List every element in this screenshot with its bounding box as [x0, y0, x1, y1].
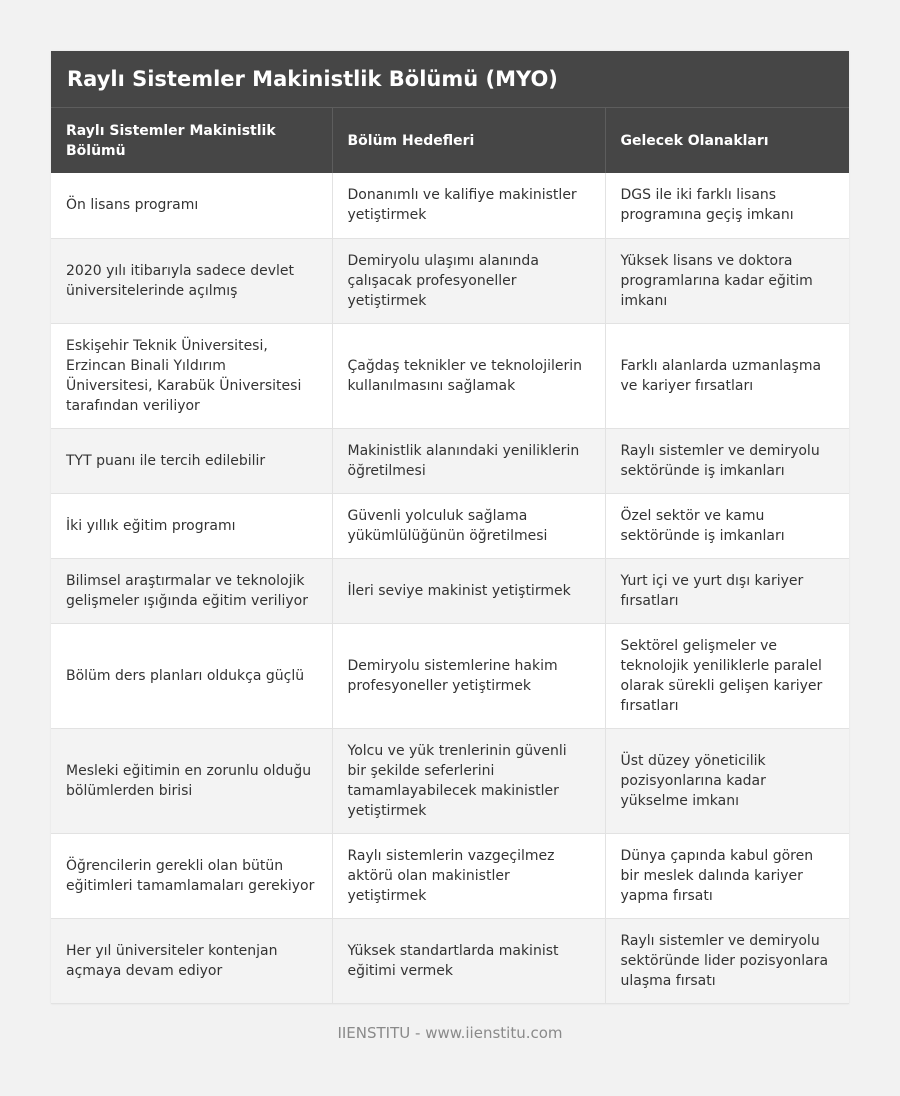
- table-row: [51, 623, 849, 728]
- table-cell: Çağdaş teknikler ve teknolojilerin kullanılmasını sağlamak: [332, 323, 605, 428]
- table-cell: 2020 yılı itibarıyla sadece devlet üniversitelerinde açılmış: [51, 238, 332, 323]
- table-row: [51, 428, 849, 493]
- table-cell: Demiryolu ulaşımı alanında çalışacak profesyoneller yetiştirmek: [332, 238, 605, 323]
- table-title: Raylı Sistemler Makinistlik Bölümü (MYO): [51, 51, 849, 108]
- table-row: [51, 558, 849, 623]
- table-row: [51, 238, 849, 323]
- table-cell: Bilimsel araştırmalar ve teknolojik gelişmeler ışığında eğitim veriliyor: [51, 558, 332, 623]
- table-cell: Yurt içi ve yurt dışı kariyer fırsatları: [605, 558, 849, 623]
- table-cell: Makinistlik alanındaki yeniliklerin öğretilmesi: [332, 428, 605, 493]
- table-cell: Raylı sistemler ve demiryolu sektöründe lider pozisyonlara ulaşma fırsatı: [605, 918, 849, 1003]
- table-row: [51, 918, 849, 1003]
- table-row: [51, 493, 849, 558]
- table-cell: Her yıl üniversiteler kontenjan açmaya devam ediyor: [51, 918, 332, 1003]
- footer-credit: IIENSTITU - www.iienstitu.com: [337, 1024, 563, 1042]
- table-cell: Yüksek lisans ve doktora programlarına kadar eğitim imkanı: [605, 238, 849, 323]
- header-row: [51, 108, 849, 173]
- table-cell: Raylı sistemlerin vazgeçilmez aktörü olan makinistler yetiştirmek: [332, 833, 605, 918]
- table-cell: Ön lisans programı: [51, 173, 332, 238]
- table-cell: Farklı alanlarda uzmanlaşma ve kariyer fırsatları: [605, 323, 849, 428]
- table-cell: İki yıllık eğitim programı: [51, 493, 332, 558]
- table-cell: Donanımlı ve kalifiye makinistler yetiştirmek: [332, 173, 605, 238]
- table-row: [51, 728, 849, 833]
- table-cell: Özel sektör ve kamu sektöründe iş imkanları: [605, 493, 849, 558]
- table-cell: Yolcu ve yük trenlerinin güvenli bir şekilde seferlerini tamamlayabilecek makinistler yetiştirmek: [332, 728, 605, 833]
- table-cell: Yüksek standartlarda makinist eğitimi vermek: [332, 918, 605, 1003]
- table-cell: Dünya çapında kabul gören bir meslek dalında kariyer yapma fırsatı: [605, 833, 849, 918]
- table-cell: İleri seviye makinist yetiştirmek: [332, 558, 605, 623]
- table-row: [51, 833, 849, 918]
- table-cell: Sektörel gelişmeler ve teknolojik yeniliklerle paralel olarak sürekli gelişen kariyer fırsatları: [605, 623, 849, 728]
- data-table: [51, 108, 849, 1004]
- column-header-goals: Bölüm Hedefleri: [332, 108, 605, 173]
- table-cell: DGS ile iki farklı lisans programına geçiş imkanı: [605, 173, 849, 238]
- table-cell: Demiryolu sistemlerine hakim profesyoneller yetiştirmek: [332, 623, 605, 728]
- table-cell: Eskişehir Teknik Üniversitesi, Erzincan Binali Yıldırım Üniversitesi, Karabük Üniversitesi tarafından veriliyor: [51, 323, 332, 428]
- column-header-opportunities: Gelecek Olanakları: [605, 108, 849, 173]
- table-row: [51, 173, 849, 238]
- table-cell: TYT puanı ile tercih edilebilir: [51, 428, 332, 493]
- table-cell: Mesleki eğitimin en zorunlu olduğu bölümlerden birisi: [51, 728, 332, 833]
- table-cell: Bölüm ders planları oldukça güçlü: [51, 623, 332, 728]
- table-cell: Öğrencilerin gerekli olan bütün eğitimleri tamamlamaları gerekiyor: [51, 833, 332, 918]
- info-table-card: [51, 51, 849, 1004]
- table-row: [51, 323, 849, 428]
- table-cell: Güvenli yolculuk sağlama yükümlülüğünün öğretilmesi: [332, 493, 605, 558]
- column-header-department: Raylı Sistemler Makinistlik Bölümü: [51, 108, 332, 173]
- table-cell: Raylı sistemler ve demiryolu sektöründe iş imkanları: [605, 428, 849, 493]
- table-cell: Üst düzey yöneticilik pozisyonlarına kadar yükselme imkanı: [605, 728, 849, 833]
